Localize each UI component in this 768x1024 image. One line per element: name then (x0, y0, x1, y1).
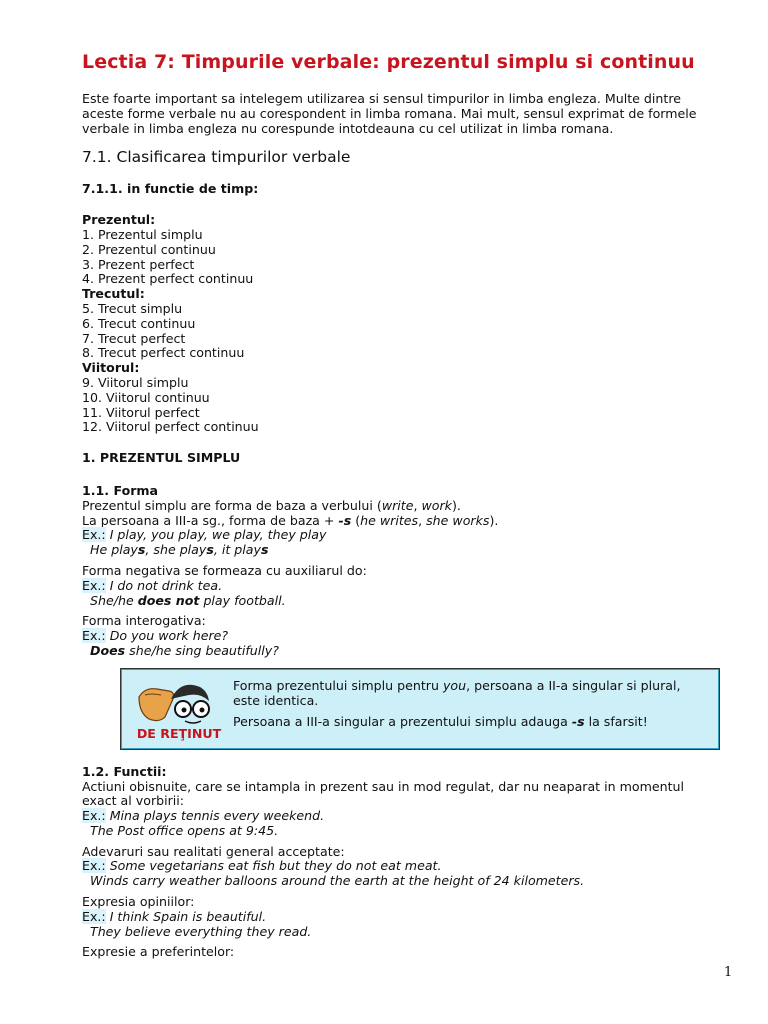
text: , she play (145, 542, 207, 558)
list-item: 11. Viitorul perfect (82, 404, 200, 420)
list-item: 10. Viitorul continuu (82, 389, 210, 405)
functii-heading: 1.2. Functii: (82, 763, 167, 779)
example-line (82, 579, 722, 594)
text: She/he (90, 592, 138, 608)
tense-list (82, 213, 722, 435)
forma-line-1 (82, 499, 722, 514)
example-line (82, 925, 722, 940)
text: la sfarsit! (584, 713, 648, 729)
example-text: I do not drink tea. (109, 577, 223, 593)
text: La persoana a III-a sg., forma de baza + (82, 512, 339, 528)
example-text: They believe everything they read. (90, 923, 312, 939)
example-line (82, 594, 722, 609)
section-heading-7-1-1: 7.1.1. in functie de timp: (82, 181, 259, 197)
example-text: Mina plays tennis every weekend. (109, 808, 325, 824)
functii-text: Expresie a preferintelor: (82, 944, 235, 960)
example-line (82, 874, 722, 889)
example-line (82, 824, 722, 839)
forma-heading: 1.1. Forma (82, 482, 159, 498)
text: s (260, 542, 269, 558)
text: he writes (360, 512, 419, 528)
example-line (82, 528, 722, 543)
group-heading: Prezentul: (82, 212, 156, 228)
example-label: Ex.: (82, 858, 106, 874)
text: , persoana a II-a singular si plural, este identica. (233, 678, 681, 708)
example-text: The Post office opens at 9:45. (90, 822, 279, 838)
example-label: Ex.: (82, 628, 106, 644)
page-title: Lectia 7: Timpurile verbale: prezentul simplu si continuu (82, 51, 695, 73)
text: He play (90, 542, 138, 558)
example-text: Some vegetarians eat fish but they do not eat meat. (109, 858, 442, 874)
section-heading-7-1: 7.1. Clasificarea timpurilor verbale (82, 148, 351, 167)
text: work (421, 497, 452, 513)
remember-callout-box (120, 668, 720, 750)
text: write (381, 497, 414, 513)
example-text: I think Spain is beautiful. (109, 908, 267, 924)
example-label: Ex.: (82, 527, 106, 543)
forma-line-2 (82, 514, 722, 529)
example-line (82, 809, 722, 824)
example-text: I play, you play, we play, they play (109, 527, 327, 543)
list-item: 12. Viitorul perfect continuu (82, 419, 259, 435)
text: ). (451, 497, 461, 513)
remember-label: DE REŢINUT (136, 726, 222, 741)
text: play football. (199, 592, 286, 608)
text: , (418, 512, 427, 528)
document-page (82, 50, 722, 960)
page-number: 1 (724, 965, 733, 980)
text: Does (90, 642, 126, 658)
example-label: Ex.: (82, 908, 106, 924)
list-item: 3. Prezent perfect (82, 256, 195, 272)
text: she works (426, 512, 490, 528)
functii-text: Expresia opiniilor: (82, 894, 195, 910)
text: you (442, 678, 467, 693)
text: Persoana a III-a singular a prezentului simplu adauga (233, 713, 572, 729)
example-line (82, 629, 722, 644)
remember-paragraph (233, 679, 703, 709)
example-text: Winds carry weather balloons around the earth at the height of 24 kilometers. (90, 873, 585, 889)
functii-text: Adevaruri sau realitati general acceptate: (82, 843, 345, 859)
example-line (82, 644, 722, 659)
remember-paragraph (233, 715, 703, 730)
section-title-prezentul-simplu: 1. PREZENTUL SIMPLU (82, 450, 241, 466)
text: , it play (213, 542, 261, 558)
example-label: Ex.: (82, 808, 106, 824)
text: s (137, 542, 146, 558)
list-item: 8. Trecut perfect continuu (82, 345, 245, 361)
interrogative-form-text: Forma interogativa: (82, 613, 206, 629)
text: -s (571, 713, 585, 729)
example-label: Ex.: (82, 577, 106, 593)
text: -s (338, 512, 352, 528)
example-line (82, 543, 722, 558)
text: s (206, 542, 214, 558)
text: ( (351, 512, 361, 528)
text: does not (137, 592, 200, 608)
list-item: 6. Trecut continuu (82, 315, 196, 331)
text: Prezentul simplu are forma de baza a verbului ( (82, 497, 382, 513)
pointing-kid-icon (135, 679, 215, 727)
list-item: 7. Trecut perfect (82, 330, 186, 346)
list-item: 4. Prezent perfect continuu (82, 271, 254, 287)
text: , (413, 497, 422, 513)
list-item: 2. Prezentul continuu (82, 241, 216, 257)
functii-text: Actiuni obisnuite, care se intampla in prezent sau in mod regulat, dar nu neaparat in momentul exact al vorbirii: (82, 778, 684, 809)
example-text: Do you work here? (109, 628, 229, 644)
intro-paragraph: Este foarte important sa intelegem utilizarea si sensul timpurilor in limba engleza. Multe dintre aceste forme verbale nu au corespondent in limba romana. Mai mult, sensul exprimat de formele verbale in limba engleza nu corespunde intotdeauna cu cel utilizat in limba romana. (82, 91, 697, 136)
group-heading: Trecutul: (82, 286, 145, 302)
negative-form-text: Forma negativa se formeaza cu auxiliarul do: (82, 562, 367, 578)
example-line (82, 910, 722, 925)
text: Forma prezentului simplu pentru (233, 678, 443, 693)
text: she/he sing beautifully? (125, 642, 279, 658)
list-item: 9. Viitorul simplu (82, 374, 189, 390)
remember-text (233, 679, 703, 729)
example-line (82, 859, 722, 874)
group-heading: Viitorul: (82, 360, 140, 376)
list-item: 1. Prezentul simplu (82, 226, 203, 242)
text: ). (489, 512, 499, 528)
list-item: 5. Trecut simplu (82, 300, 183, 316)
